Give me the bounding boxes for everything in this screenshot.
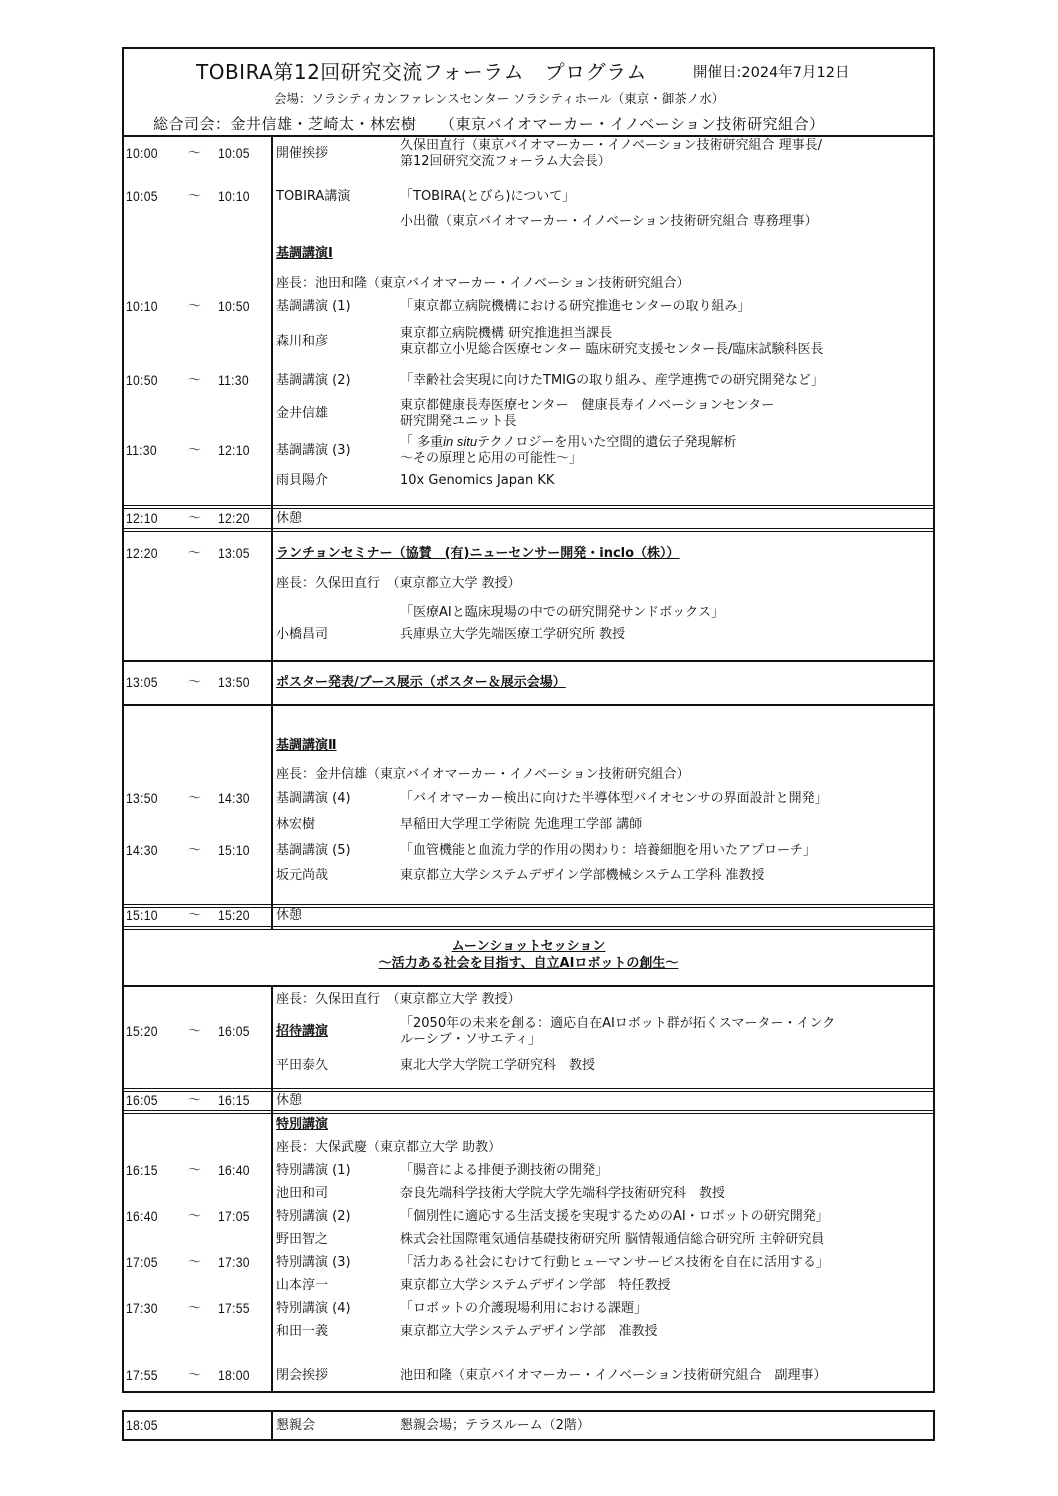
speaker-affiliation: 東京都立大学システムデザイン学部 准教授 [400, 1324, 658, 1339]
break-label: 休憩 [276, 511, 303, 526]
talk-label: 基調講演 (1) [276, 299, 351, 314]
reception-label: 懇親会 [276, 1418, 316, 1433]
reception-detail: 懇親会場；テラスルーム（2階） [400, 1418, 590, 1433]
section-heading: 特別講演 [276, 1117, 329, 1132]
time-end: 13:05 [218, 546, 250, 561]
time-start: 17:55 [126, 1368, 158, 1383]
speaker-name: 池田和司 [276, 1186, 329, 1201]
speaker-name: 坂元尚哉 [276, 868, 329, 883]
time-start: 12:10 [126, 511, 158, 526]
row-divider [122, 505, 935, 509]
talk-title: 「TOBIRA(とびら)について」 [400, 189, 576, 204]
speaker-affiliation: 小出徹（東京バイオマーカー・イノベーション技術研究組合 専務理事） [400, 214, 818, 229]
talk-title: 「活力ある社会にむけて行動ヒューマンサービス技術を自在に活用する」 [400, 1255, 830, 1270]
time-tilde: ～ [188, 146, 202, 161]
talk-title: 「幸齢社会実現に向けたTMIGの取り組み、産学連携での研究開発など」 [400, 373, 824, 388]
talk-title: 「腸音による排便予測技術の開発」 [400, 1163, 609, 1178]
talk-title: 「2050年の未来を創る：適応自在AIロボット群が拓くスマーター・インク [400, 1016, 836, 1031]
time-end: 14:30 [218, 791, 250, 806]
speaker-name: 野田智之 [276, 1232, 329, 1247]
time-end: 18:00 [218, 1368, 250, 1383]
time-tilde: ～ [188, 1368, 202, 1383]
time-end: 10:05 [218, 146, 250, 161]
talk-title: 「ロボットの介護現場利用における課題」 [400, 1301, 648, 1316]
page-title [196, 56, 647, 85]
time-tilde: ～ [188, 299, 202, 314]
chair: 座長：池田和隆（東京バイオマーカー・イノベーション技術研究組合） [276, 276, 690, 291]
time-end: 17:30 [218, 1255, 250, 1270]
section-subheading: ～活力ある社会を目指す、自立AIロボットの創生～ [378, 956, 679, 971]
column-divider [271, 986, 273, 1393]
speaker-name: 林宏樹 [276, 817, 316, 832]
time-end: 10:50 [218, 299, 250, 314]
time-end: 17:05 [218, 1209, 250, 1224]
section-heading: 基調講演Ⅰ [276, 246, 333, 261]
session-detail: 第12回研究交流フォーラム大会長） [400, 154, 611, 169]
speaker-name: 小橋昌司 [276, 627, 329, 642]
time-end: 16:15 [218, 1093, 250, 1108]
time-tilde: ～ [188, 1301, 202, 1316]
talk-title: 「個別性に適応する生活支援を実現するためのAI・ロボットの研究開発」 [400, 1209, 829, 1224]
time-end: 12:10 [218, 443, 250, 458]
section-heading: ランチョンセミナー（協賛 (有)ニューセンサー開発・inclo（株）） [276, 546, 680, 561]
row-divider [122, 926, 935, 930]
time-tilde: ～ [188, 908, 202, 923]
talk-title: 「医療AIと臨床現場の中での研究開発サンドボックス」 [400, 605, 724, 620]
talk-label: 招待講演 [276, 1024, 329, 1039]
section-heading: 基調講演Ⅱ [276, 738, 337, 753]
talk-title: ～その原理と応用の可能性～」 [400, 451, 583, 466]
talk-title-pre: 「 多重 [400, 435, 444, 450]
speaker-name: 金井信雄 [276, 406, 329, 421]
speaker-affiliation: 東京都立大学システムデザイン学部 特任教授 [400, 1278, 671, 1293]
speaker-affiliation: 10x Genomics Japan KK [400, 473, 555, 488]
time-end: 11:30 [218, 373, 249, 388]
time-start: 14:30 [126, 843, 158, 858]
chair: 座長：大保武慶（東京都立大学 助教） [276, 1140, 502, 1155]
time-start: 16:40 [126, 1209, 158, 1224]
speaker-affiliation: 株式会社国際電気通信基礎技術研究所 脳情報通信総合研究所 主幹研究員 [400, 1232, 825, 1247]
session-label: TOBIRA講演 [276, 189, 351, 204]
time-start: 11:30 [126, 443, 157, 458]
time-start: 10:00 [126, 146, 158, 161]
time-end: 16:05 [218, 1024, 250, 1039]
venue: 会場：ソラシティカンファレンスセンター ソラシティホール（東京・御茶ノ水） [274, 91, 725, 106]
speaker-affiliation: 東京都立病院機構 研究推進担当課長 [400, 326, 613, 341]
chair: 座長：久保田直行 （東京都立大学 教授） [276, 576, 521, 591]
talk-label: 特別講演 (4) [276, 1301, 351, 1316]
time-start: 16:05 [126, 1093, 158, 1108]
row-divider [122, 660, 935, 662]
row-divider [122, 704, 935, 706]
talk-label: 基調講演 (4) [276, 791, 351, 806]
row-divider [122, 528, 935, 532]
time-tilde: ～ [188, 1024, 202, 1039]
time-end: 10:10 [218, 189, 250, 204]
time-tilde: ～ [188, 675, 202, 690]
title-text: TOBIRA第12回研究交流フォーラム プログラム [196, 60, 647, 84]
talk-label: 基調講演 (3) [276, 443, 351, 458]
column-divider [271, 1410, 273, 1441]
talk-label: 基調講演 (5) [276, 843, 351, 858]
talk-label: 基調講演 (2) [276, 373, 351, 388]
time-start: 10:10 [126, 299, 158, 314]
chair: 座長：久保田直行 （東京都立大学 教授） [276, 992, 521, 1007]
talk-label: 特別講演 (1) [276, 1163, 351, 1178]
time-end: 15:20 [218, 908, 250, 923]
talk-title: 「血管機能と血流力学的作用の関わり：培養細胞を用いたアプローチ」 [400, 843, 817, 858]
time-start: 10:05 [126, 189, 158, 204]
talk-title: 「東京都立病院機構における研究推進センターの取り組み」 [400, 299, 751, 314]
time-tilde: ～ [188, 1209, 202, 1224]
time-start: 15:20 [126, 1024, 158, 1039]
time-tilde: ～ [188, 1093, 202, 1108]
time-start: 15:10 [126, 908, 158, 923]
talk-label: 特別講演 (2) [276, 1209, 351, 1224]
break-label: 休憩 [276, 908, 303, 923]
session-detail: 久保田直行（東京バイオマーカー・イノベーション技術研究組合 理事長/ [400, 138, 823, 153]
reception-time: 18:05 [126, 1418, 158, 1433]
talk-label: 特別講演 (3) [276, 1255, 351, 1270]
time-end: 17:55 [218, 1301, 250, 1316]
row-divider [122, 985, 935, 987]
speaker-affiliation: 東京都立小児総合医療センター 臨床研究支援センター長/臨床試験科医長 [400, 342, 824, 357]
talk-title-italic: in situ [443, 434, 478, 449]
time-start: 17:30 [126, 1301, 158, 1316]
speaker-affiliation: 東京都健康長寿医療センター 健康長寿イノベーションセンター [400, 398, 775, 413]
time-end: 15:10 [218, 843, 250, 858]
time-tilde: ～ [188, 546, 202, 561]
speaker-name: 和田一義 [276, 1324, 329, 1339]
talk-title [400, 434, 736, 451]
speaker-affiliation: 奈良先端科学技術大学院大学先端科学技術研究科 教授 [400, 1186, 726, 1201]
time-start: 16:15 [126, 1163, 158, 1178]
talk-title: 「バイオマーカー検出に向けた半導体型バイオセンサの界面設計と開発」 [400, 791, 828, 806]
time-tilde: ～ [188, 1163, 202, 1178]
session-label: 閉会挨拶 [276, 1368, 329, 1383]
section-heading: ポスター発表/ブース展示（ポスター＆展示会場） [276, 675, 566, 690]
speaker-name: 山本淳一 [276, 1278, 329, 1293]
time-end: 12:20 [218, 511, 250, 526]
time-start: 17:05 [126, 1255, 158, 1270]
time-tilde: ～ [188, 189, 202, 204]
time-tilde: ～ [188, 443, 202, 458]
event-date: 開催日:2024年7月12日 [693, 65, 850, 81]
talk-title-post: テクノロジーを用いた空間的遺伝子発現解析 [477, 435, 737, 450]
speaker-name: 平田泰久 [276, 1058, 329, 1073]
row-divider [122, 1088, 935, 1092]
speaker-affiliation: 兵庫県立大学先端医療工学研究所 教授 [400, 627, 626, 642]
talk-title: ルーシブ・ソサエティ」 [400, 1032, 542, 1047]
time-start: 13:50 [126, 791, 158, 806]
speaker-affiliation: 早稲田大学理工学術院 先進理工学部 講師 [400, 817, 643, 832]
time-end: 16:40 [218, 1163, 250, 1178]
speaker-affiliation: 東京都立大学システムデザイン学部機械システム工学科 准教授 [400, 868, 765, 883]
time-tilde: ～ [188, 373, 202, 388]
session-label: 開催挨拶 [276, 146, 329, 161]
speaker-affiliation: 研究開発ユニット長 [400, 414, 517, 429]
time-start: 10:50 [126, 373, 158, 388]
header-divider [122, 135, 935, 137]
speaker-name: 森川和彦 [276, 334, 329, 349]
time-start: 13:05 [126, 675, 158, 690]
time-tilde: ～ [188, 1255, 202, 1270]
time-tilde: ～ [188, 843, 202, 858]
column-divider [271, 135, 273, 930]
speaker-affiliation: 東北大学大学院工学研究科 教授 [400, 1058, 596, 1073]
time-tilde: ～ [188, 511, 202, 526]
row-divider [122, 1110, 935, 1114]
host-line: 総合司会：金井信雄・芝崎太・林宏樹 （東京バイオマーカー・イノベーション技術研究組合） [153, 115, 825, 133]
time-end: 13:50 [218, 675, 250, 690]
session-detail: 池田和隆（東京バイオマーカー・イノベーション技術研究組合 副理事） [400, 1368, 827, 1383]
chair: 座長：金井信雄（東京バイオマーカー・イノベーション技術研究組合） [276, 767, 690, 782]
time-tilde: ～ [188, 791, 202, 806]
section-heading: ムーンショットセッション [451, 939, 606, 954]
speaker-name: 雨貝陽介 [276, 473, 329, 488]
time-start: 12:20 [126, 546, 158, 561]
break-label: 休憩 [276, 1093, 303, 1108]
